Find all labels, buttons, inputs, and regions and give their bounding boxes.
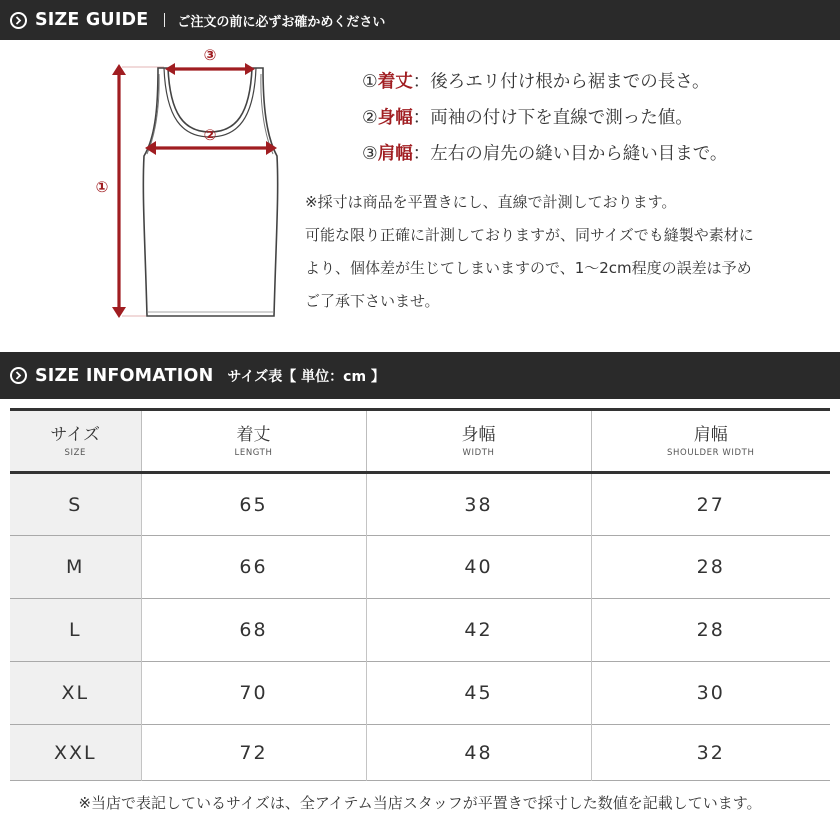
size-guide-title: SIZE GUIDE (35, 10, 149, 30)
header-size: サイズ SIZE (10, 410, 141, 473)
legend-desc: ：左右の肩先の縫い目から縫い目まで。 (412, 144, 728, 164)
measurement-legend (362, 70, 727, 178)
size-cell: XXL (10, 725, 141, 781)
tank-top-illustration (95, 44, 300, 334)
size-info-title: SIZE INFOMATION (35, 365, 214, 386)
size-guide-subtitle: ご注文の前に必ずお確かめください (177, 14, 386, 30)
marker-width: ② (203, 126, 217, 144)
table-row (10, 536, 830, 599)
marker-shoulder: ③ (203, 46, 217, 64)
legend-term: 身幅 (377, 108, 413, 128)
length-cell: 65 (141, 473, 366, 536)
length-cell: 68 (141, 599, 366, 662)
width-cell: 38 (366, 473, 591, 536)
chevron-right-circle-icon (10, 12, 27, 29)
size-info-header (0, 352, 840, 399)
shoulder-cell: 27 (591, 473, 830, 536)
width-cell: 40 (366, 536, 591, 599)
garment-outline (143, 68, 277, 316)
size-cell: L (10, 599, 141, 662)
header-shoulder-width: 肩幅 SHOULDER WIDTH (591, 410, 830, 473)
table-header-row (10, 410, 830, 473)
shoulder-cell: 32 (591, 725, 830, 781)
table-row (10, 599, 830, 662)
legend-item-shoulder: ③肩幅：左右の肩先の縫い目から縫い目まで。 (362, 144, 728, 164)
header-length: 着丈 LENGTH (141, 410, 366, 473)
legend-item-length: ①着丈：後ろエリ付け根から裾までの長さ。 (362, 72, 710, 92)
legend-term: 着丈 (377, 72, 413, 92)
width-cell: 45 (366, 662, 591, 725)
width-cell: 42 (366, 599, 591, 662)
legend-desc: ：後ろエリ付け根から裾までの長さ。 (412, 72, 710, 92)
table-row (10, 473, 830, 536)
note-line: ご了承下さいませ。 (305, 292, 440, 310)
header-divider (164, 13, 165, 27)
width-cell: 48 (366, 725, 591, 781)
legend-item-width: ②身幅：両袖の付け下を直線で測った値。 (362, 108, 693, 128)
legend-desc: ：両袖の付け下を直線で測った値。 (412, 108, 693, 128)
size-table (10, 408, 830, 781)
table-row (10, 662, 830, 725)
header-width: 身幅 WIDTH (366, 410, 591, 473)
length-cell: 66 (141, 536, 366, 599)
table-row (10, 725, 830, 781)
length-cell: 72 (141, 725, 366, 781)
shoulder-cell: 28 (591, 599, 830, 662)
size-cell: XL (10, 662, 141, 725)
chevron-right-circle-icon (10, 367, 27, 384)
note-line: 可能な限り正確に計測しておりますが、同サイズでも縫製や素材に (305, 226, 754, 244)
shoulder-cell: 30 (591, 662, 830, 725)
measurement-notes (305, 186, 754, 318)
footer-note: ※当店で表記しているサイズは、全アイテム当店スタッフが平置きで採寸した数値を記載しています。 (78, 794, 762, 812)
size-guide-header (0, 0, 840, 40)
size-info-subtitle: サイズ表【 単位：cm 】 (227, 368, 385, 385)
note-line: より、個体差が生じてしまいますので、1〜2cm程度の誤差は予め (305, 259, 752, 277)
note-line: ※採寸は商品を平置きにし、直線で計測しております。 (305, 193, 677, 211)
size-cell: S (10, 473, 141, 536)
length-cell: 70 (141, 662, 366, 725)
marker-length: ① (95, 178, 109, 196)
size-cell: M (10, 536, 141, 599)
legend-term: 肩幅 (377, 144, 413, 164)
shoulder-cell: 28 (591, 536, 830, 599)
